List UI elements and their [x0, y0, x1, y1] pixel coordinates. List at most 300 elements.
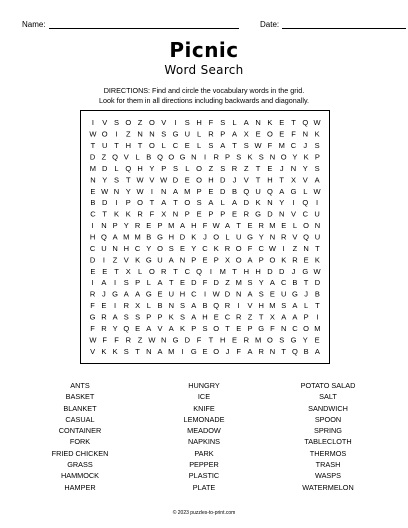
- grid-letter[interactable]: E: [146, 221, 152, 231]
- grid-letter[interactable]: L: [146, 278, 151, 288]
- grid-letter[interactable]: T: [114, 266, 119, 276]
- grid-letter[interactable]: J: [102, 289, 106, 299]
- grid-letter[interactable]: D: [224, 289, 231, 299]
- grid-letter[interactable]: F: [291, 129, 296, 139]
- grid-letter[interactable]: P: [135, 278, 141, 288]
- grid-letter[interactable]: P: [247, 323, 253, 333]
- grid-letter[interactable]: I: [115, 198, 118, 208]
- grid-letter[interactable]: N: [280, 323, 287, 333]
- grid-letter[interactable]: P: [303, 312, 309, 322]
- grid-letter[interactable]: C: [280, 278, 287, 288]
- grid-letter[interactable]: R: [137, 209, 143, 219]
- grid-letter[interactable]: K: [101, 346, 107, 356]
- grid-letter[interactable]: C: [224, 312, 231, 322]
- grid-letter[interactable]: J: [304, 289, 308, 299]
- grid-letter[interactable]: V: [157, 323, 163, 333]
- grid-letter[interactable]: P: [157, 221, 163, 231]
- grid-letter[interactable]: F: [202, 221, 208, 231]
- grid-letter[interactable]: G: [258, 323, 265, 333]
- grid-letter[interactable]: Z: [137, 335, 143, 345]
- grid-letter[interactable]: H: [125, 141, 132, 151]
- grid-letter[interactable]: A: [231, 198, 238, 208]
- grid-letter[interactable]: E: [101, 301, 107, 311]
- grid-letter[interactable]: F: [102, 335, 107, 345]
- grid-letter[interactable]: J: [203, 232, 207, 242]
- grid-letter[interactable]: A: [135, 289, 141, 299]
- grid-letter[interactable]: A: [243, 118, 249, 128]
- grid-letter[interactable]: E: [202, 346, 208, 356]
- grid-letter[interactable]: T: [232, 266, 237, 276]
- grid-letter[interactable]: P: [191, 323, 197, 333]
- grid-letter[interactable]: W: [254, 141, 262, 151]
- grid-letter[interactable]: S: [179, 301, 186, 311]
- grid-letter[interactable]: G: [255, 209, 262, 219]
- grid-letter[interactable]: K: [213, 243, 219, 253]
- grid-letter[interactable]: R: [235, 312, 242, 322]
- grid-letter[interactable]: M: [168, 346, 175, 356]
- grid-letter[interactable]: H: [219, 335, 226, 345]
- grid-letter[interactable]: Q: [266, 186, 273, 196]
- grid-letter[interactable]: H: [89, 232, 96, 242]
- grid-letter[interactable]: C: [90, 209, 96, 219]
- grid-letter[interactable]: A: [314, 175, 320, 185]
- grid-letter[interactable]: R: [134, 221, 141, 231]
- grid-letter[interactable]: Q: [123, 323, 130, 333]
- grid-letter[interactable]: D: [267, 209, 273, 219]
- grid-letter[interactable]: S: [135, 312, 141, 322]
- grid-letter[interactable]: Y: [123, 221, 129, 231]
- grid-letter[interactable]: K: [168, 312, 174, 322]
- grid-letter[interactable]: E: [179, 278, 186, 288]
- grid-letter[interactable]: S: [179, 312, 186, 322]
- grid-letter[interactable]: B: [90, 198, 96, 208]
- grid-letter[interactable]: P: [220, 129, 226, 139]
- grid-letter[interactable]: B: [146, 152, 152, 162]
- grid-letter[interactable]: E: [236, 323, 242, 333]
- grid-letter[interactable]: M: [134, 232, 141, 242]
- grid-letter[interactable]: K: [125, 209, 131, 219]
- grid-letter[interactable]: R: [101, 323, 107, 333]
- grid-letter[interactable]: E: [179, 243, 186, 253]
- grid-letter[interactable]: K: [179, 323, 186, 333]
- grid-letter[interactable]: O: [196, 163, 203, 173]
- grid-letter[interactable]: H: [258, 301, 264, 311]
- grid-letter[interactable]: E: [202, 255, 208, 265]
- grid-letter[interactable]: F: [270, 323, 275, 333]
- grid-letter[interactable]: Z: [101, 152, 107, 162]
- grid-letter[interactable]: Y: [146, 243, 152, 253]
- grid-letter[interactable]: D: [278, 266, 285, 276]
- grid-letter[interactable]: U: [255, 186, 261, 196]
- grid-letter[interactable]: E: [314, 335, 320, 345]
- grid-letter[interactable]: X: [125, 266, 131, 276]
- grid-letter[interactable]: E: [267, 163, 273, 173]
- grid-letter[interactable]: V: [123, 255, 129, 265]
- grid-letter[interactable]: O: [266, 129, 273, 139]
- grid-letter[interactable]: O: [157, 243, 163, 253]
- grid-letter[interactable]: U: [168, 289, 175, 299]
- grid-letter[interactable]: R: [123, 301, 130, 311]
- grid-letter[interactable]: P: [112, 221, 118, 231]
- grid-letter[interactable]: S: [247, 278, 253, 288]
- grid-letter[interactable]: A: [220, 141, 226, 151]
- grid-letter[interactable]: W: [148, 335, 156, 345]
- grid-letter[interactable]: T: [173, 198, 178, 208]
- grid-letter[interactable]: R: [243, 335, 250, 345]
- grid-letter[interactable]: G: [145, 289, 152, 299]
- grid-letter[interactable]: P: [196, 186, 202, 196]
- grid-letter[interactable]: O: [148, 266, 155, 276]
- grid-letter[interactable]: E: [184, 175, 190, 185]
- grid-letter[interactable]: S: [220, 118, 226, 128]
- grid-letter[interactable]: L: [146, 301, 151, 311]
- grid-letter[interactable]: N: [146, 346, 152, 356]
- grid-letter[interactable]: V: [102, 118, 108, 128]
- grid-letter[interactable]: S: [314, 141, 320, 151]
- grid-letter[interactable]: P: [258, 255, 264, 265]
- grid-letter[interactable]: E: [279, 118, 285, 128]
- grid-letter[interactable]: N: [269, 232, 276, 242]
- grid-letter[interactable]: W: [212, 221, 220, 231]
- grid-letter[interactable]: N: [113, 186, 120, 196]
- grid-letter[interactable]: T: [255, 175, 261, 185]
- grid-letter[interactable]: O: [235, 255, 242, 265]
- grid-letter[interactable]: E: [255, 129, 261, 139]
- grid-letter[interactable]: G: [172, 335, 179, 345]
- grid-letter[interactable]: S: [243, 141, 249, 151]
- grid-letter[interactable]: K: [255, 198, 261, 208]
- grid-letter[interactable]: V: [123, 152, 129, 162]
- grid-letter[interactable]: Z: [208, 163, 214, 173]
- grid-letter[interactable]: R: [224, 301, 231, 311]
- grid-letter[interactable]: Q: [302, 118, 309, 128]
- grid-letter[interactable]: E: [90, 266, 96, 276]
- grid-letter[interactable]: M: [184, 186, 191, 196]
- grid-letter[interactable]: V: [292, 232, 298, 242]
- grid-letter[interactable]: Z: [137, 118, 143, 128]
- grid-letter[interactable]: E: [269, 289, 275, 299]
- grid-letter[interactable]: C: [172, 141, 179, 151]
- grid-letter[interactable]: E: [208, 186, 214, 196]
- grid-letter[interactable]: E: [231, 335, 238, 345]
- grid-letter[interactable]: N: [160, 186, 167, 196]
- grid-letter[interactable]: M: [269, 221, 276, 231]
- grid-letter[interactable]: I: [150, 186, 153, 196]
- grid-letter[interactable]: U: [157, 255, 163, 265]
- grid-letter[interactable]: C: [89, 243, 96, 253]
- grid-letter[interactable]: Q: [157, 152, 163, 162]
- grid-letter[interactable]: B: [314, 289, 320, 299]
- grid-letter[interactable]: J: [291, 266, 296, 276]
- grid-letter[interactable]: I: [292, 198, 295, 208]
- grid-letter[interactable]: W: [313, 266, 321, 276]
- grid-letter[interactable]: E: [102, 266, 108, 276]
- grid-letter[interactable]: A: [224, 221, 231, 231]
- grid-letter[interactable]: A: [269, 278, 275, 288]
- grid-letter[interactable]: T: [135, 346, 140, 356]
- grid-letter[interactable]: T: [281, 346, 286, 356]
- grid-letter[interactable]: O: [184, 198, 191, 208]
- grid-letter[interactable]: X: [269, 312, 275, 322]
- grid-letter[interactable]: T: [255, 163, 261, 173]
- grid-letter[interactable]: F: [90, 301, 95, 311]
- grid-letter[interactable]: I: [114, 278, 117, 288]
- grid-letter[interactable]: I: [181, 346, 184, 356]
- grid-letter[interactable]: E: [281, 221, 287, 231]
- grid-letter[interactable]: K: [191, 232, 197, 242]
- grid-letter[interactable]: A: [314, 346, 320, 356]
- grid-letter[interactable]: S: [236, 152, 242, 162]
- grid-letter[interactable]: P: [184, 209, 190, 219]
- grid-letter[interactable]: A: [208, 198, 214, 208]
- grid-letter[interactable]: D: [219, 175, 226, 185]
- grid-letter[interactable]: Y: [149, 163, 155, 173]
- grid-letter[interactable]: R: [213, 152, 219, 162]
- grid-letter[interactable]: L: [161, 141, 166, 151]
- grid-letter[interactable]: O: [196, 175, 203, 185]
- grid-letter[interactable]: C: [302, 209, 309, 219]
- grid-letter[interactable]: H: [123, 243, 130, 253]
- grid-letter[interactable]: H: [168, 232, 175, 242]
- grid-letter[interactable]: A: [292, 301, 298, 311]
- grid-letter[interactable]: U: [101, 141, 108, 151]
- grid-letter[interactable]: S: [168, 243, 174, 253]
- grid-letter[interactable]: M: [235, 278, 242, 288]
- grid-letter[interactable]: D: [213, 278, 219, 288]
- grid-letter[interactable]: P: [224, 152, 231, 162]
- grid-letter[interactable]: E: [213, 312, 219, 322]
- grid-letter[interactable]: W: [268, 243, 276, 253]
- grid-letter[interactable]: I: [115, 129, 118, 139]
- grid-letter[interactable]: D: [184, 335, 191, 345]
- grid-letter[interactable]: L: [220, 198, 225, 208]
- grid-letter[interactable]: A: [231, 129, 238, 139]
- grid-letter[interactable]: T: [137, 141, 143, 151]
- grid-letter[interactable]: K: [112, 346, 118, 356]
- grid-letter[interactable]: R: [243, 209, 250, 219]
- grid-letter[interactable]: S: [314, 163, 320, 173]
- date-field[interactable]: [260, 20, 406, 29]
- grid-letter[interactable]: K: [113, 209, 120, 219]
- grid-letter[interactable]: X: [161, 209, 167, 219]
- grid-letter[interactable]: S: [208, 141, 214, 151]
- grid-letter[interactable]: K: [303, 152, 309, 162]
- grid-letter[interactable]: D: [179, 232, 186, 242]
- grid-letter[interactable]: S: [220, 163, 226, 173]
- grid-letter[interactable]: M: [219, 266, 226, 276]
- grid-letter[interactable]: N: [112, 243, 118, 253]
- grid-letter[interactable]: S: [123, 346, 129, 356]
- grid-letter[interactable]: D: [219, 186, 226, 196]
- grid-letter[interactable]: B: [146, 232, 152, 242]
- grid-letter[interactable]: S: [172, 163, 179, 173]
- grid-letter[interactable]: E: [247, 221, 253, 231]
- grid-letter[interactable]: W: [160, 175, 168, 185]
- grid-letter[interactable]: P: [125, 198, 131, 208]
- grid-letter[interactable]: O: [213, 323, 220, 333]
- grid-letter[interactable]: T: [232, 141, 237, 151]
- grid-letter[interactable]: V: [149, 175, 155, 185]
- grid-letter[interactable]: W: [313, 186, 321, 196]
- name-field[interactable]: [22, 20, 239, 29]
- grid-letter[interactable]: N: [90, 175, 96, 185]
- grid-letter[interactable]: D: [89, 152, 96, 162]
- grid-letter[interactable]: O: [266, 335, 273, 345]
- grid-letter[interactable]: G: [247, 232, 253, 242]
- grid-letter[interactable]: W: [136, 186, 144, 196]
- grid-letter[interactable]: T: [291, 118, 296, 128]
- grid-letter[interactable]: O: [148, 141, 155, 151]
- grid-letter[interactable]: E: [135, 323, 141, 333]
- grid-letter[interactable]: D: [191, 278, 197, 288]
- grid-letter[interactable]: C: [202, 243, 208, 253]
- grid-letter[interactable]: Y: [125, 186, 131, 196]
- grid-letter[interactable]: A: [168, 323, 174, 333]
- grid-letter[interactable]: N: [191, 152, 197, 162]
- grid-letter[interactable]: E: [90, 186, 96, 196]
- grid-letter[interactable]: A: [179, 221, 186, 231]
- grid-letter[interactable]: D: [314, 278, 321, 288]
- grid-letter[interactable]: E: [157, 289, 163, 299]
- grid-letter[interactable]: M: [254, 335, 262, 345]
- grid-letter[interactable]: O: [148, 118, 155, 128]
- grid-letter[interactable]: N: [314, 221, 321, 231]
- grid-letter[interactable]: T: [303, 278, 309, 288]
- grid-letter[interactable]: G: [145, 255, 152, 265]
- grid-letter[interactable]: K: [314, 255, 320, 265]
- grid-letter[interactable]: A: [123, 289, 129, 299]
- grid-letter[interactable]: T: [169, 278, 174, 288]
- grid-letter[interactable]: S: [123, 312, 129, 322]
- grid-letter[interactable]: Q: [291, 346, 298, 356]
- grid-letter[interactable]: G: [157, 232, 163, 242]
- grid-letter[interactable]: K: [314, 129, 320, 139]
- grid-letter[interactable]: N: [269, 346, 276, 356]
- grid-letter[interactable]: B: [303, 346, 309, 356]
- grid-letter[interactable]: N: [303, 243, 309, 253]
- grid-letter[interactable]: D: [101, 163, 108, 173]
- grid-letter[interactable]: X: [135, 301, 141, 311]
- grid-letter[interactable]: S: [184, 118, 190, 128]
- grid-letter[interactable]: O: [137, 198, 144, 208]
- grid-letter[interactable]: K: [281, 255, 287, 265]
- grid-letter[interactable]: J: [232, 175, 237, 185]
- grid-letter[interactable]: A: [112, 312, 118, 322]
- grid-letter[interactable]: G: [290, 335, 297, 345]
- grid-letter[interactable]: Z: [292, 243, 298, 253]
- grid-letter[interactable]: A: [247, 289, 253, 299]
- grid-letter[interactable]: T: [90, 141, 96, 151]
- grid-letter[interactable]: H: [191, 221, 197, 231]
- grid-letter[interactable]: B: [231, 186, 238, 196]
- grid-letter[interactable]: G: [179, 152, 186, 162]
- grid-letter[interactable]: N: [278, 209, 285, 219]
- grid-letter[interactable]: I: [237, 301, 240, 311]
- grid-letter[interactable]: W: [89, 129, 97, 139]
- grid-letter[interactable]: E: [184, 141, 190, 151]
- grid-letter[interactable]: M: [123, 232, 130, 242]
- grid-letter[interactable]: N: [137, 129, 143, 139]
- grid-letter[interactable]: H: [196, 118, 202, 128]
- grid-letter[interactable]: N: [235, 289, 242, 299]
- grid-letter[interactable]: N: [149, 129, 155, 139]
- grid-letter[interactable]: I: [209, 266, 212, 276]
- grid-letter[interactable]: R: [101, 312, 107, 322]
- grid-letter[interactable]: V: [302, 175, 308, 185]
- grid-letter[interactable]: M: [314, 323, 321, 333]
- grid-letter[interactable]: I: [114, 301, 117, 311]
- grid-letter[interactable]: V: [90, 346, 96, 356]
- grid-letter[interactable]: A: [168, 255, 174, 265]
- grid-letter[interactable]: L: [114, 163, 119, 173]
- grid-letter[interactable]: S: [279, 335, 285, 345]
- grid-letter[interactable]: U: [101, 243, 107, 253]
- grid-letter[interactable]: R: [231, 163, 238, 173]
- grid-letter[interactable]: H: [208, 175, 214, 185]
- grid-letter[interactable]: F: [90, 323, 95, 333]
- grid-letter[interactable]: V: [290, 209, 297, 219]
- grid-letter[interactable]: Y: [112, 323, 118, 333]
- grid-letter[interactable]: C: [191, 289, 197, 299]
- grid-letter[interactable]: N: [168, 301, 175, 311]
- grid-letter[interactable]: I: [203, 289, 207, 299]
- grid-letter[interactable]: Y: [258, 232, 264, 242]
- grid-letter[interactable]: D: [172, 175, 179, 185]
- grid-letter[interactable]: W: [212, 289, 220, 299]
- grid-letter[interactable]: T: [173, 266, 178, 276]
- grid-letter[interactable]: D: [267, 266, 273, 276]
- grid-letter[interactable]: F: [114, 335, 119, 345]
- grid-letter[interactable]: G: [291, 289, 298, 299]
- grid-letter[interactable]: R: [125, 335, 132, 345]
- grid-letter[interactable]: K: [247, 152, 253, 162]
- grid-letter[interactable]: H: [255, 266, 261, 276]
- grid-letter[interactable]: W: [313, 118, 321, 128]
- grid-letter[interactable]: D: [89, 255, 96, 265]
- grid-letter[interactable]: D: [243, 198, 250, 208]
- grid-letter[interactable]: I: [91, 221, 94, 231]
- grid-letter[interactable]: H: [202, 312, 208, 322]
- grid-letter[interactable]: S: [113, 175, 120, 185]
- grid-letter[interactable]: F: [149, 209, 155, 219]
- grid-letter[interactable]: T: [149, 198, 155, 208]
- grid-letter[interactable]: A: [112, 232, 118, 242]
- grid-letter[interactable]: G: [290, 186, 297, 196]
- grid-letter[interactable]: W: [136, 175, 144, 185]
- grid-letter[interactable]: U: [235, 232, 242, 242]
- grid-letter[interactable]: R: [208, 129, 214, 139]
- grid-letter[interactable]: H: [267, 175, 273, 185]
- grid-letter[interactable]: X: [224, 255, 231, 265]
- grid-letter[interactable]: N: [290, 163, 297, 173]
- grid-letter[interactable]: P: [220, 209, 226, 219]
- grid-letter[interactable]: O: [269, 255, 276, 265]
- grid-letter[interactable]: E: [279, 129, 285, 139]
- grid-letter[interactable]: L: [304, 301, 309, 311]
- grid-letter[interactable]: A: [191, 301, 197, 311]
- grid-letter[interactable]: F: [202, 278, 208, 288]
- grid-letter[interactable]: A: [157, 278, 163, 288]
- grid-letter[interactable]: C: [184, 266, 191, 276]
- grid-letter[interactable]: P: [161, 163, 167, 173]
- grid-letter[interactable]: I: [91, 118, 94, 128]
- grid-letter[interactable]: O: [303, 221, 310, 231]
- grid-letter[interactable]: A: [247, 255, 253, 265]
- grid-letter[interactable]: Q: [303, 232, 310, 242]
- grid-letter[interactable]: T: [102, 209, 107, 219]
- grid-letter[interactable]: Y: [302, 163, 308, 173]
- grid-letter[interactable]: V: [161, 118, 167, 128]
